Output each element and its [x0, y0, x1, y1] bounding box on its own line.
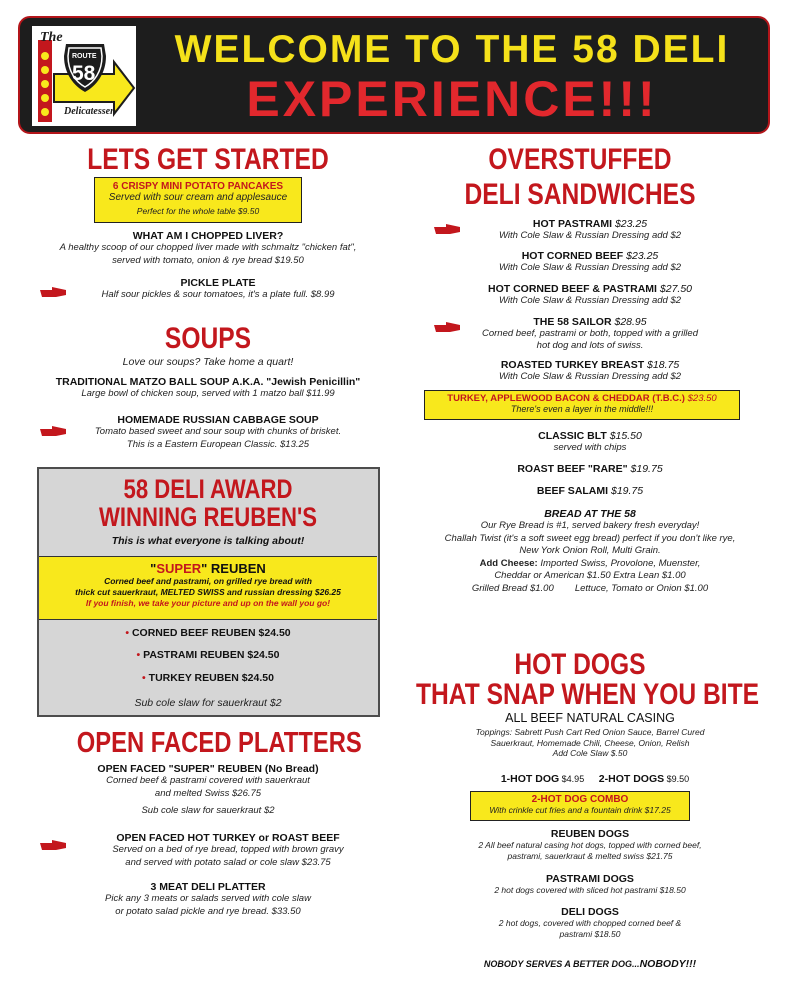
liver-desc-1: A healthy scoop of our chopped liver made with schmaltz "chicken fat",	[59, 242, 357, 253]
soups-title: SOUPS	[164, 322, 252, 355]
blt-desc: served with chips	[553, 442, 627, 453]
hotdogs-title-2: THAT SNAP WHEN YOU BITE	[416, 678, 760, 711]
sandwich-desc-2: hot dog and lots of swiss.	[536, 339, 644, 351]
bread-line-2: Challah Twist (it's a soft sweet egg bread) perfect if you don't like rye,	[444, 532, 736, 544]
deli-dogs-item	[430, 906, 750, 939]
sandwiches-title-1: OVERSTUFFED	[488, 143, 672, 176]
deli-dogs-desc-1: 2 hot dogs, covered with chopped corned beef &	[498, 918, 682, 928]
open-turkey-desc-1: Served on a bed of rye bread, topped with brown gravy	[112, 844, 344, 855]
reuben-item-label: TURKEY REUBEN $24.50	[148, 672, 274, 684]
pancakes-name: 6 CRISPY MINI POTATO PANCAKES	[112, 181, 284, 192]
sandwich-desc: Corned beef, pastrami or both, topped with a grilled	[482, 328, 698, 339]
reuben-tagline: This is what everyone is talking about!	[111, 535, 305, 547]
pancakes-note: Perfect for the whole table $9.50	[136, 205, 260, 216]
deli-dogs-name: DELI DOGS	[561, 906, 619, 918]
sandwich-name: HOT CORNED BEEF	[521, 250, 624, 262]
matzo-desc: Large bowl of chicken soup, served with 1 matzo ball $11.99	[81, 388, 335, 399]
reuben-item-label: PASTRAMI REUBEN $24.50	[143, 649, 280, 661]
super-quote-open: "	[150, 561, 157, 576]
route-58-logo	[32, 26, 136, 126]
logo-route-text: ROUTE	[72, 53, 97, 60]
reuben-dogs-name: REUBEN DOGS	[550, 828, 630, 840]
two-dogs-price: $9.50	[664, 774, 690, 784]
matzo-item	[30, 376, 386, 401]
reuben-panel	[37, 467, 380, 717]
cheese-label: Add Cheese:	[479, 557, 538, 569]
header-banner	[18, 16, 770, 134]
one-dog-name: 1-HOT DOG	[500, 773, 560, 785]
cabbage-desc-2: This is a Eastern European Classic. $13.25	[126, 438, 310, 450]
platters-title: OPEN FACED PLATTERS	[76, 727, 362, 759]
salami-price: $19.75	[608, 485, 644, 497]
sandwich-price: $28.95	[611, 316, 647, 328]
toppings	[430, 727, 750, 759]
liver-name: WHAT AM I CHOPPED LIVER?	[132, 230, 284, 242]
open-turkey-desc-2: and served with potato salad or cole slaw $23.75	[125, 856, 331, 868]
bullet: •	[125, 627, 130, 639]
tbc-desc: There's even a layer in the middle!!!	[510, 404, 654, 414]
blt-item	[430, 430, 750, 453]
sandwich-price: $23.25	[623, 250, 659, 262]
logo-number: 58	[72, 62, 96, 85]
sandwich-name: HOT PASTRAMI	[532, 218, 613, 230]
pickle-desc: Half sour pickles & sour tomatoes, it's a plate full. $8.99	[101, 289, 335, 300]
pickle-item	[70, 277, 366, 302]
sandwich-desc: With Cole Slaw & Russian Dressing add $2	[498, 230, 682, 241]
reuben-item	[39, 672, 377, 684]
reuben-dogs-desc-2: pastrami, sauerkraut & melted swiss $21.75	[507, 850, 673, 861]
hotdogs-footer	[420, 958, 760, 970]
reuben-item	[39, 627, 377, 639]
hotdogs-subtitle: ALL BEEF NATURAL CASING	[505, 711, 675, 725]
sandwich-item	[430, 283, 750, 306]
super-reuben-name	[39, 561, 377, 576]
sandwich-name: ROASTED TURKEY BREAST	[500, 359, 645, 371]
super-reuben-desc-2: thick cut sauerkraut, MELTED SWISS and russian dressing $26.25	[75, 587, 341, 597]
experience-heading: EXPERIENCE!!!	[246, 71, 658, 127]
sandwich-name: THE 58 SAILOR	[533, 316, 612, 328]
super-reuben-word: " REUBEN	[201, 561, 266, 576]
meat3-item	[30, 881, 386, 918]
cabbage-desc-1: Tomato based sweet and sour soup with chunks of brisket.	[94, 426, 342, 437]
reuben-title-2: WINNING REUBEN'S	[98, 502, 318, 532]
bullet: •	[142, 672, 146, 684]
matzo-name: TRADITIONAL MATZO BALL SOUP A.K.A. "Jewish Penicillin"	[55, 376, 361, 388]
sandwich-item	[430, 250, 750, 273]
salami-name: BEEF SALAMI	[536, 485, 609, 497]
sandwich-item	[440, 218, 740, 241]
sandwich-price: $23.25	[612, 218, 648, 230]
sandwich-desc: With Cole Slaw & Russian Dressing add $2	[498, 295, 682, 306]
open-turkey-item	[60, 832, 396, 869]
two-dogs-name: 2-HOT DOGS	[598, 773, 665, 785]
bread-line-1: Our Rye Bread is #1, served bakery fresh everyday!	[480, 520, 700, 531]
bread-section	[400, 508, 780, 595]
reuben-item	[39, 649, 377, 661]
liver-desc-2: served with tomato, onion & rye bread $19.50	[112, 254, 304, 266]
sandwich-price: $27.50	[656, 283, 693, 295]
combo-box	[470, 791, 690, 821]
reuben-title-1: 58 DELI AWARD	[123, 474, 293, 504]
footer-part-1: NOBODY SERVES A BETTER DOG...	[483, 959, 640, 969]
sandwich-name: HOT CORNED BEEF & PASTRAMI	[487, 283, 657, 295]
deli-dogs-desc-2: pastrami $18.50	[559, 928, 621, 939]
cheese-options: Imported Swiss, Provolone, Muenster,	[537, 557, 701, 569]
open-super-desc-1: Corned beef & pastrami covered with sauerkraut	[106, 775, 310, 786]
sandwiches-title-2: DELI SANDWICHES	[464, 178, 696, 211]
sandwich-item	[430, 359, 750, 382]
super-reuben-note: If you finish, we take your picture and up on the wall you go!	[85, 598, 331, 608]
combo-desc: With crinkle cut fries and a fountain drink $17.25	[489, 805, 671, 815]
liver-item	[30, 230, 386, 267]
open-super-desc-2: and melted Swiss $26.75	[154, 787, 262, 799]
logo-the-text: The	[40, 30, 63, 45]
pancakes-desc: Served with sour cream and applesauce	[108, 192, 288, 203]
starters-title: LETS GET STARTED	[87, 143, 329, 176]
combo-name: 2-HOT DOG COMBO	[531, 794, 629, 805]
cabbage-name: HOMEMADE RUSSIAN CABBAGE SOUP	[117, 414, 319, 426]
pastrami-dogs-name: PASTRAMI DOGS	[546, 873, 634, 885]
bread-line-5: Cheddar or American $1.50 Extra Lean $1.00	[494, 570, 686, 581]
open-super-name: OPEN FACED "SUPER" REUBEN (No Bread)	[97, 763, 319, 775]
bread-cheese-line	[400, 558, 780, 571]
super-reuben-box	[39, 556, 377, 620]
toppings-line-1: Toppings: Sabrett Push Cart Red Onion Sauce, Barrel Cured	[475, 727, 705, 737]
logo-deli-text: Delicatessen	[64, 106, 116, 117]
reuben-item-label: CORNED BEEF REUBEN $24.50	[131, 627, 291, 639]
open-turkey-name: OPEN FACED HOT TURKEY or ROAST BEEF	[116, 832, 340, 844]
sandwich-desc: With Cole Slaw & Russian Dressing add $2	[498, 262, 682, 273]
tbc-box	[424, 390, 740, 420]
super-reuben-desc-1: Corned beef and pastrami, on grilled rye bread with	[104, 576, 312, 586]
hotdog-prices	[470, 773, 720, 785]
reuben-dogs-item	[430, 828, 750, 861]
welcome-heading: WELCOME TO THE 58 DELI	[174, 28, 730, 71]
salami-item	[430, 485, 750, 497]
sandwich-desc: With Cole Slaw & Russian Dressing add $2	[498, 371, 682, 382]
super-word: SUPER	[156, 561, 202, 576]
reuben-sub-note: Sub cole slaw for sauerkraut $2	[134, 697, 282, 709]
roast-beef-item	[430, 463, 750, 475]
cabbage-item	[60, 414, 376, 451]
blt-price: $15.50	[606, 430, 642, 442]
pastrami-dogs-item	[430, 873, 750, 896]
pickle-name: PICKLE PLATE	[180, 277, 256, 289]
meat3-name: 3 MEAT DELI PLATTER	[150, 881, 266, 893]
bread-line-6: Grilled Bread $1.00 Lettuce, Tomato or Onion $1.00	[471, 582, 709, 594]
reuben-dogs-desc-1: 2 All beef natural casing hot dogs, topped with corned beef,	[478, 840, 702, 850]
open-super-item	[30, 763, 386, 818]
sandwich-price: $18.75	[644, 359, 680, 371]
roast-name: ROAST BEEF "RARE"	[517, 463, 628, 475]
toppings-line-2: Sauerkraut, Homemade Chili, Cheese, Onion, Relish	[490, 737, 690, 748]
pancakes-box	[94, 177, 302, 223]
tbc-name: TURKEY, APPLEWOOD BACON & CHEDDAR (T.B.C.)	[447, 393, 685, 404]
meat3-desc-1: Pick any 3 meats or salads served with cole slaw	[105, 893, 311, 904]
open-super-sub: Sub cole slaw for sauerkraut $2	[141, 805, 275, 816]
roast-price: $19.75	[627, 463, 663, 475]
bullet: •	[136, 649, 141, 661]
footer-part-2: NOBODY!!!	[639, 958, 697, 970]
bread-title: BREAD AT THE 58	[544, 508, 636, 520]
pointing-hand-icon	[38, 285, 68, 299]
blt-name: CLASSIC BLT	[538, 430, 607, 442]
toppings-line-3: Add Cole Slaw $.50	[552, 748, 628, 758]
tbc-price: $23.50	[684, 393, 717, 404]
pastrami-dogs-desc: 2 hot dogs covered with sliced hot pastrami $18.50	[494, 885, 686, 895]
meat3-desc-2: or potato salad pickle and rye bread. $33.50	[115, 905, 301, 917]
bread-line-3: New York Onion Roll, Multi Grain.	[519, 545, 661, 556]
one-dog-price: $4.95	[559, 774, 585, 784]
hotdogs-title-1: HOT DOGS	[514, 648, 646, 681]
soups-tagline: Love our soups? Take home a quart!	[122, 356, 294, 368]
sailor-item	[440, 316, 740, 351]
